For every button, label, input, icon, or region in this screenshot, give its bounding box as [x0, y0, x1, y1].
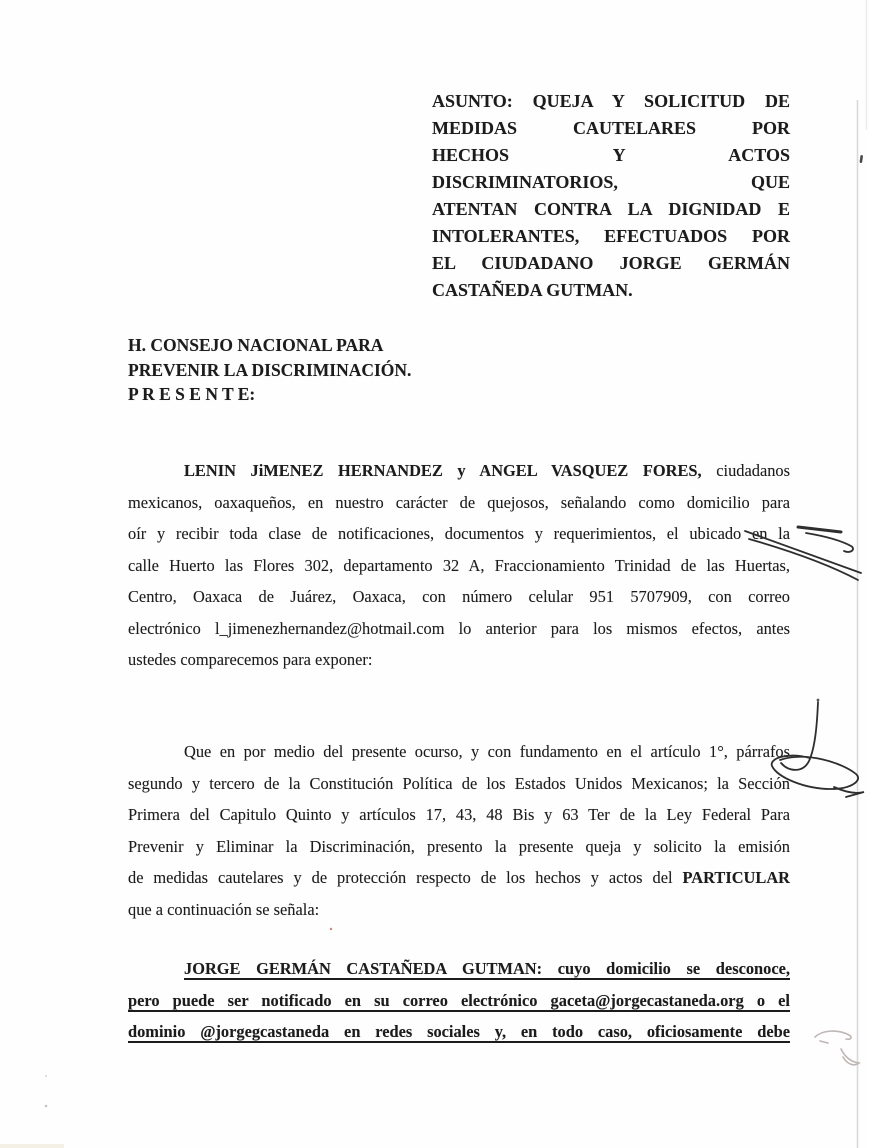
intro-paragraph	[128, 455, 790, 676]
paragraph-line	[128, 455, 790, 487]
paragraph-line: que a continuación se señala:	[128, 899, 320, 919]
paragraph-line: dominio @jorgegcastaneda en redes sociales y, en todo caso, oficiosamente debe	[128, 1022, 790, 1041]
paragraph-line: mexicanos, oaxaqueños, en nuestro carácter de quejosos, señalando como domicilio para	[128, 492, 790, 512]
subject-line: CASTAÑEDA GUTMAN.	[432, 280, 633, 300]
subject-line: DISCRIMINATORIOS, QUE	[432, 172, 790, 192]
paragraph-text: ciudadanos	[701, 461, 790, 480]
paragraph-line: Que en por medio del presente ocurso, y con fundamento en el artículo 1°, párrafos	[184, 742, 790, 761]
ink-speck	[859, 155, 863, 163]
subject-block	[432, 88, 790, 304]
paragraph-line: Prevenir y Eliminar la Discriminación, presento la presente queja y solicito la emisión	[128, 836, 790, 856]
paragraph-line: calle Huerto las Flores 302, departamento 32 A, Fraccionamiento Trinidad de las Huertas,	[128, 555, 790, 575]
paragraph-line: pero puede ser notificado en su correo electrónico gaceta@jorgecastaneda.org o el	[128, 990, 790, 1010]
paragraph-line: electrónico l_jimenezhernandez@hotmail.com lo anterior para los mismos efectos, antes	[128, 618, 790, 638]
scan-edge-tint	[0, 1144, 64, 1148]
scan-speck	[330, 928, 332, 930]
paragraph-text: de medidas cautelares y de protección respecto de los hechos y actos del	[128, 868, 683, 887]
salutation-line: P R E S E N T E:	[128, 384, 256, 404]
paragraph-line: segundo y tercero de la Constitución Política de los Estados Unidos Mexicanos; la Sección	[128, 773, 790, 793]
paragraph-line	[128, 862, 790, 894]
subject-line: EL CIUDADANO JORGE GERMÁN	[432, 253, 790, 273]
particular-paragraph	[128, 953, 790, 1048]
addressee-line: PREVENIR LA DISCRIMINACIÓN.	[128, 359, 412, 380]
scan-speck	[45, 1105, 48, 1108]
subject-line: INTOLERANTES, EFECTUADOS POR	[432, 226, 790, 246]
subject-line: HECHOS Y ACTOS	[432, 145, 790, 165]
addressee-line: H. CONSEJO NACIONAL PARA	[128, 335, 384, 355]
legal-paragraph	[128, 736, 790, 925]
addressee-block	[128, 333, 548, 407]
paragraph-line: Primera del Capitulo Quinto y artículos 17, 43, 48 Bis y 63 Ter de la Ley Federal Para	[128, 805, 790, 824]
particular-keyword: PARTICULAR	[682, 868, 790, 887]
subject-line: ATENTAN CONTRA LA DIGNIDAD E	[432, 199, 790, 219]
pencil-scribble	[815, 1031, 859, 1065]
complainants-names: LENIN JiMENEZ HERNANDEZ y ANGEL VASQUEZ FORES,	[184, 461, 702, 480]
scan-speck	[45, 1075, 47, 1077]
paragraph-line: ustedes comparecemos para exponer:	[128, 650, 373, 669]
paragraph-line: JORGE GERMÁN CASTAÑEDA GUTMAN: cuyo domicilio se desconoce,	[184, 959, 790, 978]
paragraph-line: Centro, Oaxaca de Juárez, Oaxaca, con número celular 951 5707909, con correo	[128, 587, 790, 606]
subject-line: ASUNTO: QUEJA Y SOLICITUD DE	[432, 91, 790, 111]
paragraph-line: oír y recibir toda clase de notificaciones, documentos y requerimientos, el ubicado en la	[128, 524, 790, 543]
subject-line: MEDIDAS CAUTELARES POR	[432, 118, 790, 138]
